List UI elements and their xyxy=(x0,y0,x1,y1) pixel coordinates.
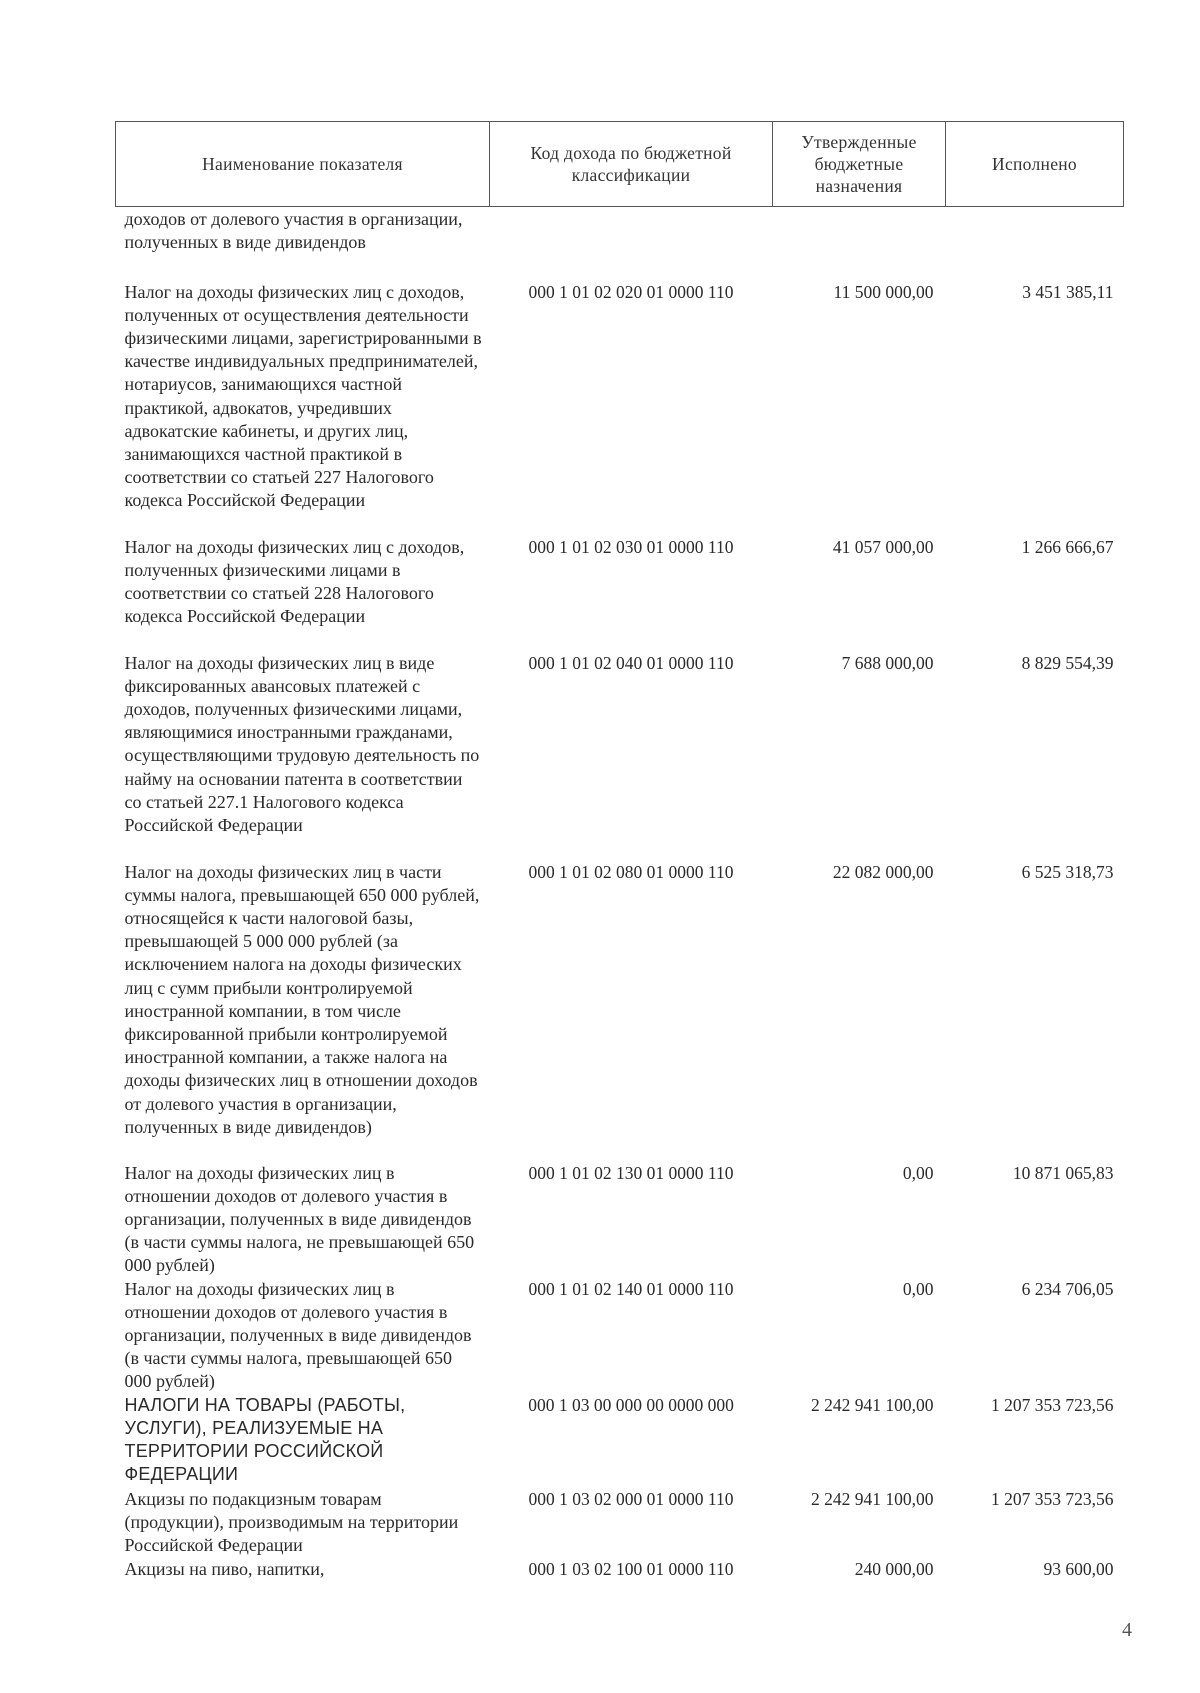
row-approved: 2 242 941 100,00 xyxy=(811,1394,934,1415)
row-code: 000 1 01 02 040 01 0000 110 xyxy=(528,652,734,673)
row-executed: 1 207 353 723,56 xyxy=(991,1488,1114,1509)
table-row xyxy=(116,536,1124,652)
row-approved xyxy=(773,207,946,281)
row-name: Налог на доходы физических лиц с доходов, полученных физическими лицами в соответствии со статьей 228 Налогового кодекса Российской Федерации xyxy=(124,536,465,627)
table-row xyxy=(116,861,1124,1162)
row-executed: 93 600,00 xyxy=(1043,1558,1114,1579)
row-code xyxy=(490,207,773,281)
row-executed: 6 234 706,05 xyxy=(1021,1278,1114,1299)
row-executed: 6 525 318,73 xyxy=(1021,861,1114,882)
row-name: доходов от долевого участия в организации, полученных в виде дивидендов xyxy=(124,209,463,253)
header-code: Код дохода по бюджетной классификации xyxy=(490,122,773,207)
table-row xyxy=(116,281,1124,536)
row-code: 000 1 03 00 000 00 0000 000 xyxy=(528,1394,734,1415)
row-approved: 22 082 000,00 xyxy=(832,861,934,882)
row-executed: 1 266 666,67 xyxy=(1021,536,1114,557)
row-name: Налог на доходы физических лиц в виде фиксированных авансовых платежей с доходов, полученных физическими лицами, являющимися иностранными гражданами, осуществляющими трудовую деятельность по найму на основании патента в соответствии со статьей 227.1 Налогового кодекса Российской Федерации xyxy=(124,652,480,835)
row-name: НАЛОГИ НА ТОВАРЫ (РАБОТЫ, УСЛУГИ), РЕАЛИЗУЕМЫЕ НА ТЕРРИТОРИИ РОССИЙСКОЙ ФЕДЕРАЦИИ xyxy=(124,1394,406,1485)
table-row xyxy=(116,1558,1124,1584)
row-name: Налог на доходы физических лиц в отношении доходов от долевого участия в организации, полученных в виде дивидендов (в части суммы налога, превышающей 650 000 рублей) xyxy=(124,1278,472,1392)
row-executed xyxy=(946,207,1124,281)
table-row xyxy=(116,1162,1124,1278)
row-name: Акцизы по подакцизным товарам (продукции), производимым на территории Российской Федерации xyxy=(124,1488,459,1555)
header-executed: Исполнено xyxy=(946,122,1124,207)
row-approved: 11 500 000,00 xyxy=(833,281,934,302)
table-row xyxy=(116,1394,1124,1488)
row-approved: 41 057 000,00 xyxy=(832,536,934,557)
row-code: 000 1 01 02 020 01 0000 110 xyxy=(528,281,734,302)
row-executed: 8 829 554,39 xyxy=(1021,652,1114,673)
budget-execution-table xyxy=(115,121,1124,1584)
row-name: Налог на доходы физических лиц в отношении доходов от долевого участия в организации, полученных в виде дивидендов (в части суммы налога, не превышающей 650 000 рублей) xyxy=(124,1162,475,1276)
table-row xyxy=(116,207,1124,281)
row-code: 000 1 01 02 140 01 0000 110 xyxy=(528,1278,734,1299)
row-name: Налог на доходы физических лиц в части суммы налога, превышающей 650 000 рублей, относящейся к части налоговой базы, превышающей 5 000 000 рублей (за исключением налога на доходы физических лиц с сумм прибыли контролируемой иностранной компании, в том числе фиксированной прибыли контролируемой иностранной компании, а также налога на доходы физических лиц в отношении доходов от долевого участия в организации, полученных в виде дивидендов) xyxy=(124,861,480,1137)
table-row xyxy=(116,652,1124,861)
table-header-row xyxy=(116,122,1124,207)
header-name: Наименование показателя xyxy=(116,122,490,207)
row-executed: 3 451 385,11 xyxy=(1022,281,1114,302)
row-code: 000 1 03 02 100 01 0000 110 xyxy=(528,1558,734,1579)
header-approved: Утвержденные бюджетные назначения xyxy=(773,122,946,207)
row-approved: 0,00 xyxy=(902,1278,934,1299)
row-code: 000 1 01 02 130 01 0000 110 xyxy=(528,1162,734,1183)
row-name: Налог на доходы физических лиц с доходов, полученных от осуществления деятельности физическими лицами, зарегистрированными в качестве индивидуальных предпринимателей, нотариусов, занимающихся частной практикой, адвокатов, учредивших адвокатские кабинеты, и других лиц, занимающихся частной практикой в соответствии со статьей 227 Налогового кодекса Российской Федерации xyxy=(124,281,482,511)
page-number: 4 xyxy=(1122,1619,1132,1641)
table-row xyxy=(116,1488,1124,1558)
row-code: 000 1 01 02 080 01 0000 110 xyxy=(528,861,734,882)
row-approved: 7 688 000,00 xyxy=(841,652,934,673)
row-executed: 1 207 353 723,56 xyxy=(991,1394,1114,1415)
row-approved: 0,00 xyxy=(902,1162,934,1183)
row-approved: 2 242 941 100,00 xyxy=(811,1488,934,1509)
row-code: 000 1 01 02 030 01 0000 110 xyxy=(528,536,734,557)
table-row xyxy=(116,1278,1124,1394)
row-code: 000 1 03 02 000 01 0000 110 xyxy=(528,1488,734,1509)
row-name: Акцизы на пиво, напитки, xyxy=(124,1558,325,1579)
row-approved: 240 000,00 xyxy=(854,1558,934,1579)
row-executed: 10 871 065,83 xyxy=(1012,1162,1114,1183)
